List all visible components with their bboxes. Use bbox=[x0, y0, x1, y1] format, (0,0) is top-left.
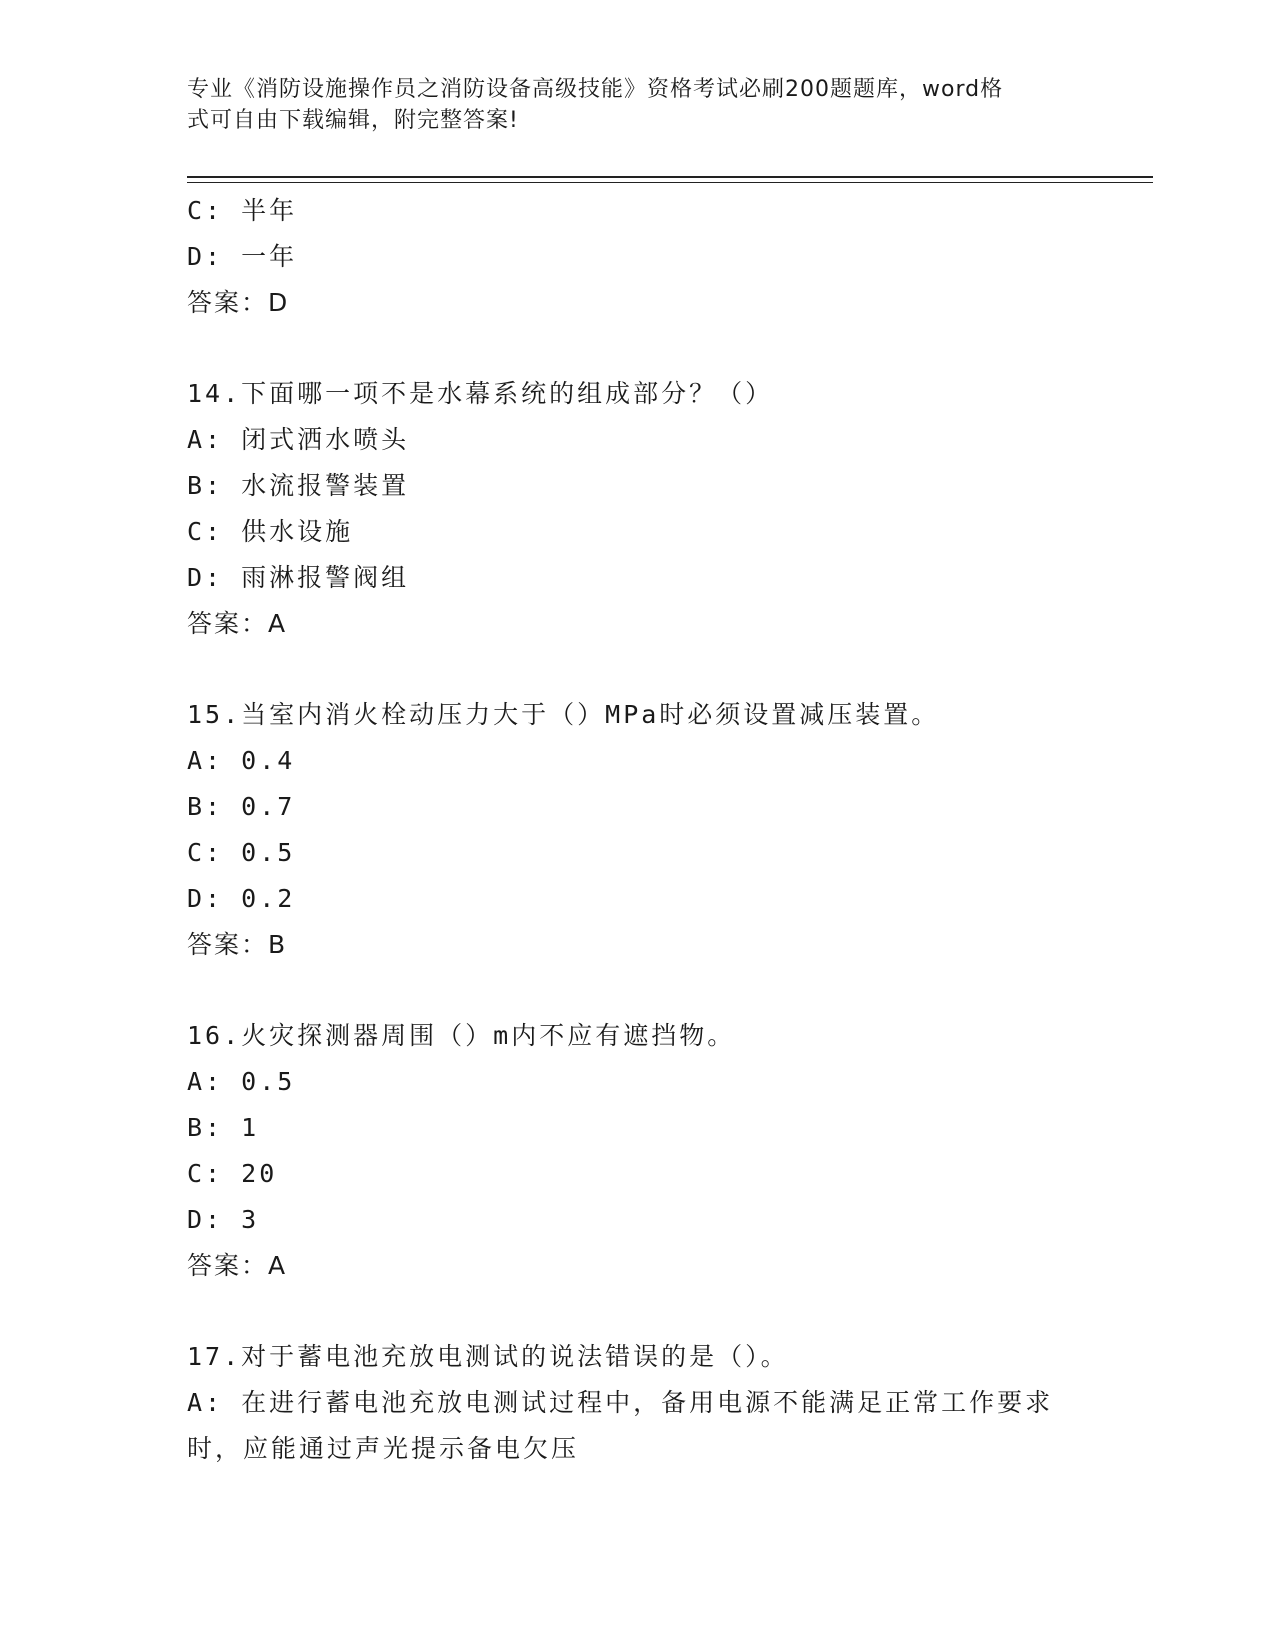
option-d: D: 一年 bbox=[187, 242, 298, 271]
question-14 bbox=[187, 371, 1087, 647]
option-c: C: 供水设施 bbox=[187, 517, 354, 546]
option-c: C: 半年 bbox=[187, 196, 298, 225]
answer-line: 答案：A bbox=[187, 609, 288, 638]
option-c: C: 20 bbox=[187, 1159, 278, 1188]
option-a: A: 0.4 bbox=[187, 746, 296, 775]
spacer bbox=[187, 968, 1087, 1013]
question-list bbox=[187, 188, 1087, 1472]
option-a: A: 闭式洒水喷头 bbox=[187, 425, 410, 454]
spacer bbox=[187, 326, 1087, 371]
question-stem: 14.下面哪一项不是水幕系统的组成部分？（） bbox=[187, 379, 774, 408]
question-stem: 15.当室内消火栓动压力大于（）MPa时必须设置减压装置。 bbox=[187, 700, 940, 729]
option-b: B: 水流报警装置 bbox=[187, 471, 410, 500]
spacer bbox=[187, 1289, 1087, 1334]
option-d: D: 雨淋报警阀组 bbox=[187, 563, 410, 592]
option-c: C: 0.5 bbox=[187, 838, 296, 867]
header-rule-thin bbox=[187, 182, 1153, 183]
question-stem: 16.火灾探测器周围（）m内不应有遮挡物。 bbox=[187, 1021, 736, 1050]
spacer bbox=[187, 647, 1087, 692]
option-b: B: 0.7 bbox=[187, 792, 296, 821]
document-header bbox=[187, 74, 1067, 136]
option-a: A: 0.5 bbox=[187, 1067, 296, 1096]
question-16 bbox=[187, 1013, 1087, 1289]
option-a: A: 在进行蓄电池充放电测试过程中，备用电源不能满足正常工作要求时，应能通过声光提示备电欠压 bbox=[187, 1388, 1054, 1463]
question-stem: 17.对于蓄电池充放电测试的说法错误的是（）。 bbox=[187, 1342, 789, 1371]
header-rule-thick bbox=[187, 176, 1153, 178]
answer-line: 答案：D bbox=[187, 288, 290, 317]
question-15 bbox=[187, 692, 1087, 968]
option-d: D: 0.2 bbox=[187, 884, 296, 913]
carryover-block bbox=[187, 188, 1087, 326]
answer-line: 答案：B bbox=[187, 930, 288, 959]
answer-line: 答案：A bbox=[187, 1251, 288, 1280]
header-line-1: 专业《消防设施操作员之消防设备高级技能》资格考试必刷200题题库，word格 bbox=[187, 77, 1004, 102]
header-line-2: 式可自由下载编辑，附完整答案! bbox=[187, 108, 519, 133]
option-d: D: 3 bbox=[187, 1205, 260, 1234]
question-17 bbox=[187, 1334, 1087, 1472]
option-b: B: 1 bbox=[187, 1113, 260, 1142]
